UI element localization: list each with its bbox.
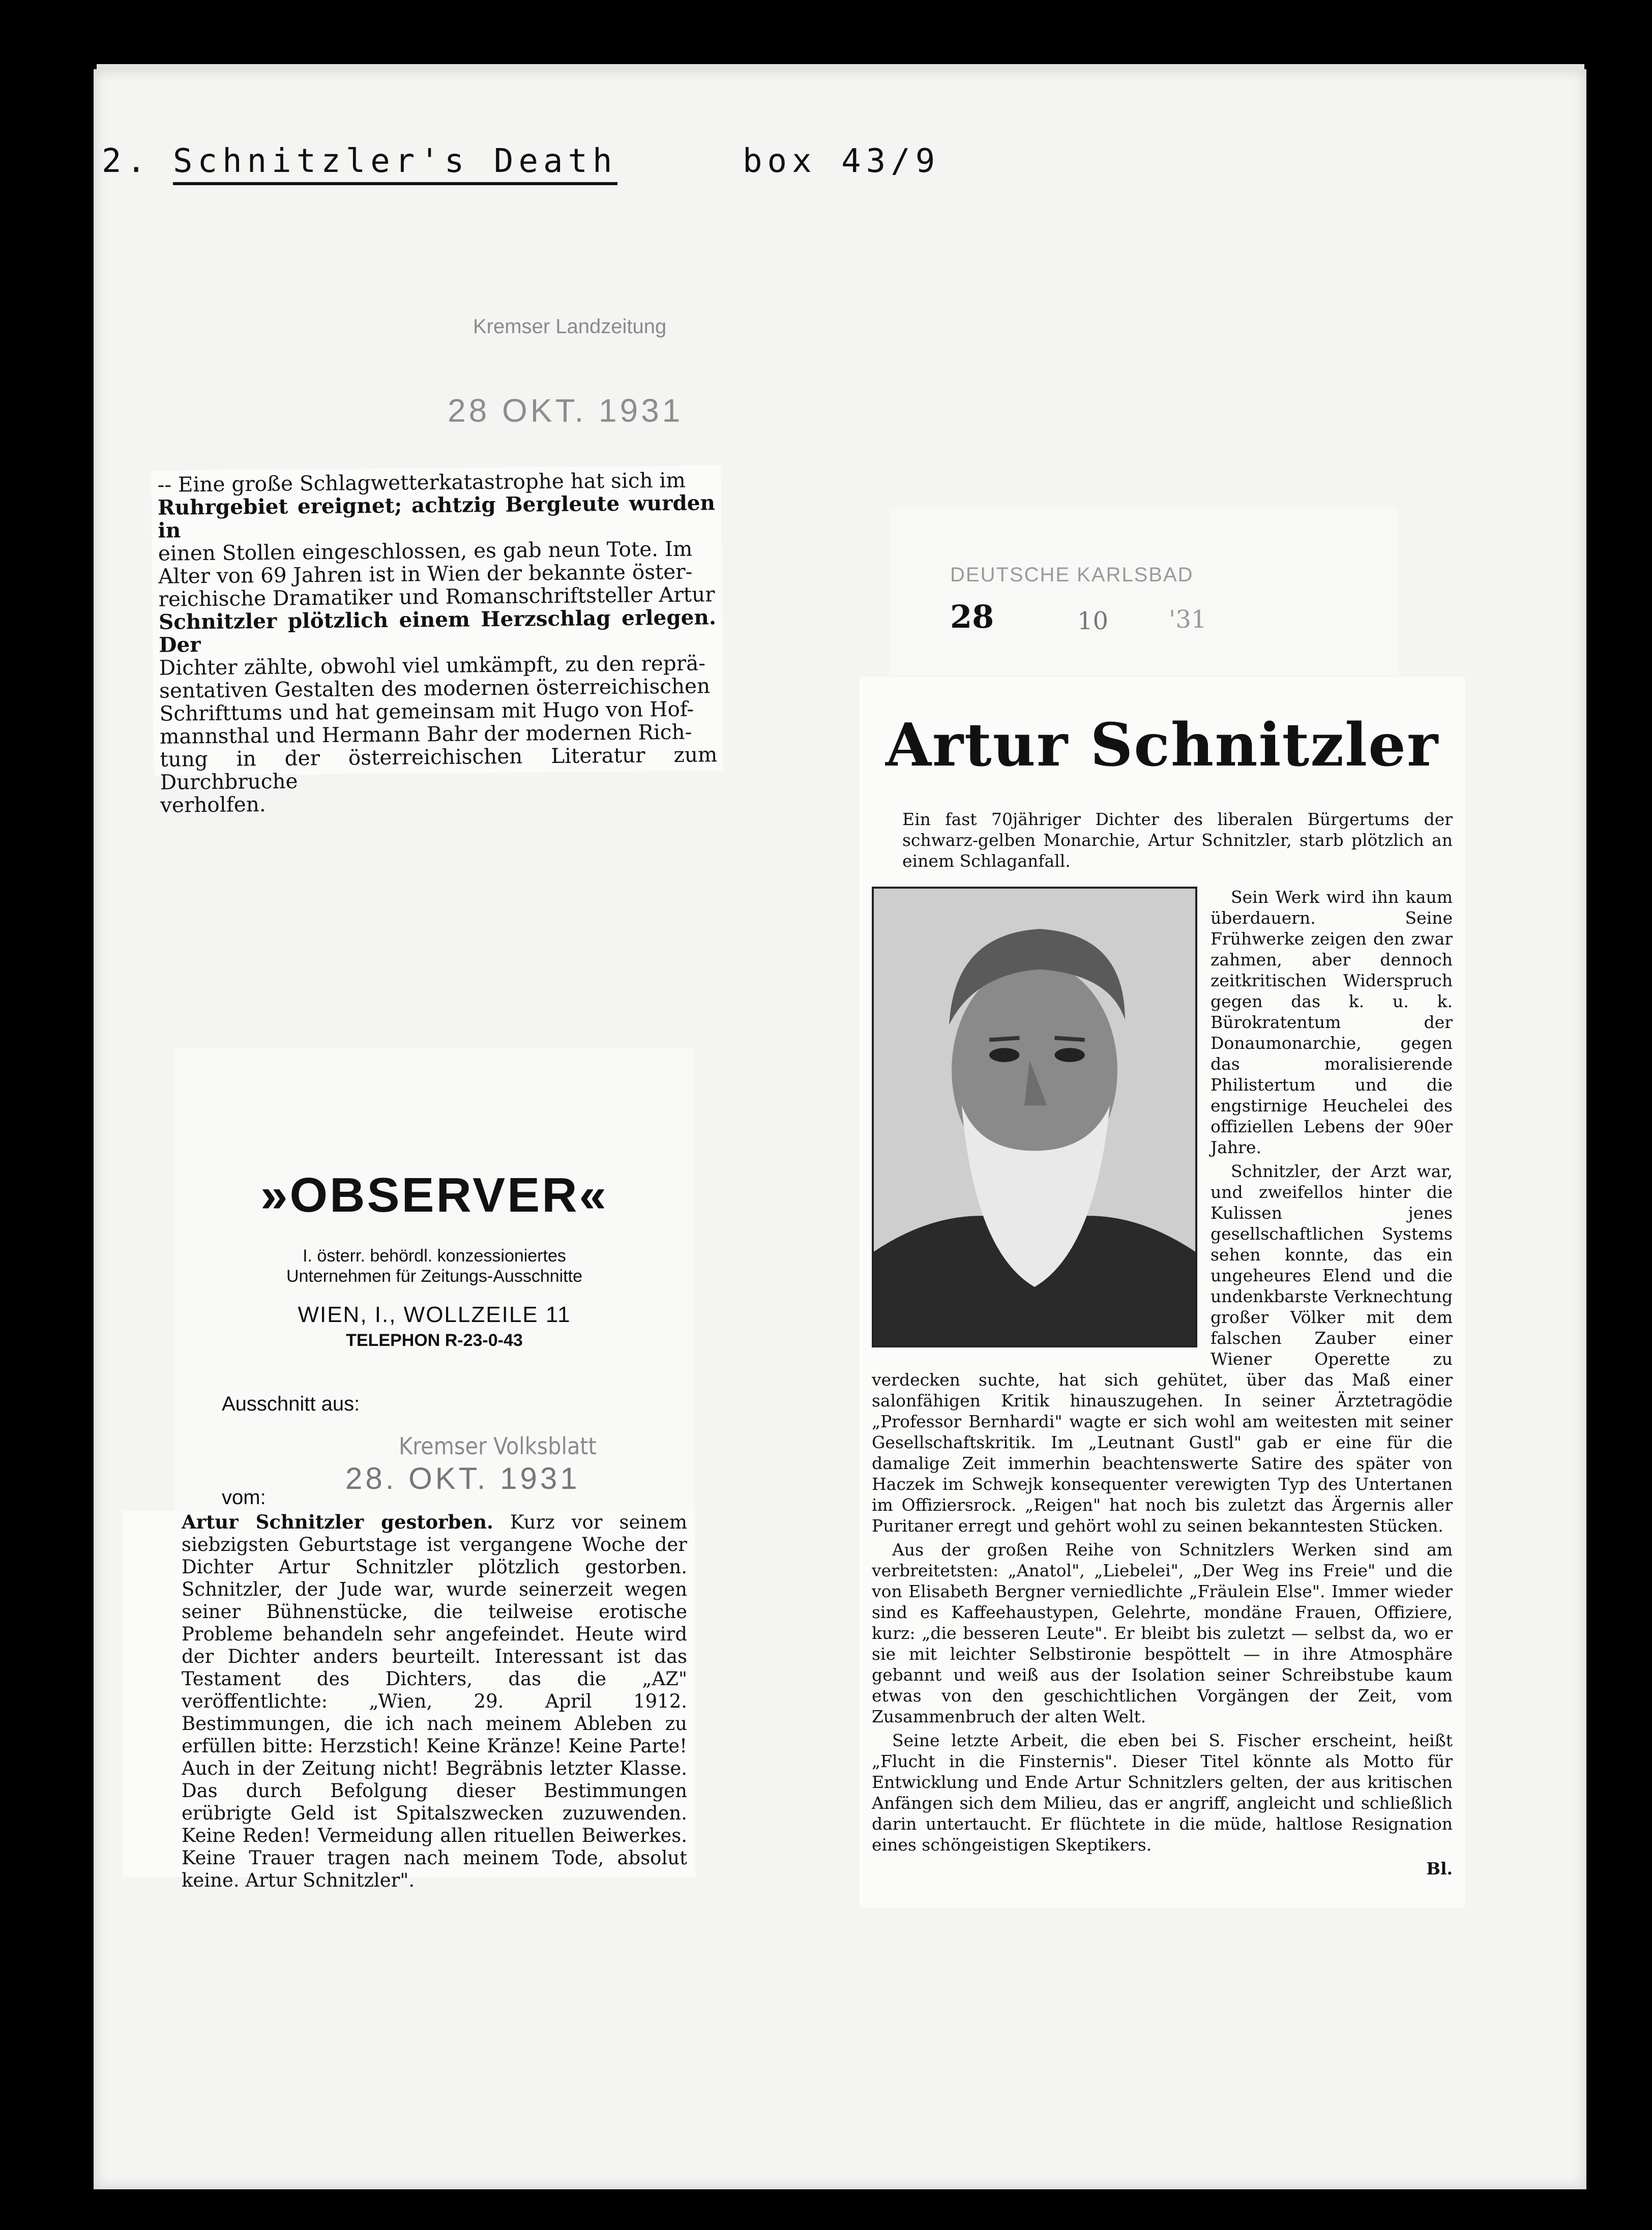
observer-tagline-2: Unternehmen für Zeitungs-Ausschnitte <box>286 1267 583 1286</box>
source-stamp-date: 28 OKT. 1931 <box>448 392 684 429</box>
stamp-publication: DEUTSCHE KARLSBAD <box>950 564 1194 586</box>
label-date: vom: <box>222 1486 266 1509</box>
article-paragraph: Seine letzte Arbeit, die eben bei S. Fischer erscheint, heißt „Flucht in die Finsternis". Dieser Titel könnte als Motto für Entwicklung und Ende Artur Schnitzlers gelten, der aus kritischen Anfängen sich dem Milieu, das er angriff, angleicht und schließlich darin untertaucht. Er flüchtete in die müde, haltlose Resignation eines schöngeistigen Skeptikers. <box>872 1730 1453 1855</box>
observer-logo: »OBSERVER« <box>260 1168 608 1222</box>
article-headline: Artur Schnitzler <box>885 711 1439 780</box>
stamp-month: 10 <box>1077 607 1109 635</box>
source-date-stamp: 28. OKT. 1931 <box>345 1461 580 1495</box>
clipping-line: Dichter zählte, obwohl viel umkämpft, zu den reprä- <box>159 651 706 680</box>
observer-phone: TELEPHON R-23-0-43 <box>346 1331 523 1350</box>
clipping-line: Schnitzler plötzlich einem Herzschlag erlegen. Der <box>158 605 717 657</box>
clipping-headline: Artur Schnitzler gestorben. <box>182 1511 493 1533</box>
folder-header <box>102 142 1068 188</box>
clipping-line: reichische Dramatiker und Romanschriftsteller Artur <box>158 582 715 611</box>
date-stamp-strip <box>889 508 1398 676</box>
article-lead: Ein fast 70jähriger Dichter des liberalen Bürgertums der schwarz-gelben Monarchie, Artur Schnitzler, starb plötzlich an einem Schlaganfall. <box>902 809 1453 871</box>
observer-slip <box>175 1048 694 1521</box>
observer-tagline-1: I. österr. behördl. konzessioniertes <box>303 1246 566 1266</box>
article-signature: Bl. <box>1426 1859 1453 1879</box>
clipping-line: -- Eine große Schlagwetterkatastrophe hat sich im <box>157 467 686 497</box>
folder-title: Schnitzler's Death <box>173 142 617 185</box>
clipping-kremser-volksblatt <box>123 1511 695 1891</box>
label-clipping-from: Ausschnitt aus: <box>222 1393 360 1415</box>
stamp-year: '31 <box>1169 605 1207 634</box>
clipping-line: verholfen. <box>160 791 266 817</box>
article-paragraph: Schnitzler, der Arzt war, und zweifellos hinter die Kulissen jenes gesellschaftlichen Systems sehen konnte, das ein ungeheures Elend und die undenkbarste Verknechtung großer Völker mit dem falschen Zauber einer Wiener Operette zu verdecken suchte, hat sich gehütet, über das Maß einer salonfähigen Kritik hinauszugehen. In seiner Ärztetragödie „Professor Bernhardi" wagte er sich wohl am weitesten mit seiner Gesellschaftskritik. Im „Leutnant Gustl" gab er eine für die damalige Zeit immerhin beachtenswerte Satire des später von Haczek im Schwejk konsequenter verewigten Typ des Untertanen im Offiziersrock. „Reigen" hat noch bis zuletzt das Ärgernis aller Puritaner erregt und gehört wohl zu seinen bekanntesten Stücken. <box>872 1161 1453 1536</box>
clipping-line: Ruhrgebiet ereignet; achtzig Bergleute wurden in <box>157 490 716 543</box>
stamp-day: 28 <box>950 598 994 635</box>
article-paragraph: Sein Werk wird ihn kaum überdauern. Seine Frühwerke zeigen den zwar zahmen, aber dennoch zeitkritischen Widerspruch gegen das k. u. k. Bürokratentum der Donaumonarchie, gegen das moralisierende Philistertum und die engstirnige Heuchelei des offiziellen Lebens der 90er Jahre. <box>1211 887 1453 1157</box>
observer-address: WIEN, I., WOLLZEILE 11 <box>298 1302 571 1327</box>
portrait-photo-icon <box>872 887 1197 1347</box>
clipping-line: Alter von 69 Jahren ist in Wien der bekannte öster- <box>158 559 693 589</box>
article-paragraph: Aus der großen Reihe von Schnitzlers Werken sind am verbreitetsten: „Anatol", „Liebelei", „Der Weg ins Freie" und die von Elisabeth Bergner verniedlichte „Fräulein Else". Immer wieder sind es Kaffeehaustypen, Gelehrte, mondäne Frauen, Offiziere, kurz: „die besseren Leute". Er bleibt bis zuletzt — selbst da, wo er sie mit leichter Selbstironie bespöttelt — in ihre Atmosphäre gebannt und weiß aus der Isolation seiner Schreibstube kaum etwas von den geschichtlichen Vorgängen der Zeit, vom Zusammenbruch der alten Welt. <box>872 1540 1453 1726</box>
source-stamp-name: Kremser Landzeitung <box>473 315 667 338</box>
clipping-artur-schnitzler <box>860 677 1465 1908</box>
clipping-line: mannsthal und Hermann Bahr der modernen Rich- <box>159 719 692 749</box>
box-label: box 43/9 <box>743 142 940 180</box>
clipping-kremser-landzeitung <box>151 465 723 817</box>
source-newspaper-stamp: Kremser Volksblatt <box>399 1432 597 1460</box>
clipping-line: tung in der österreichischen Literatur zum Durchbruche <box>160 742 718 795</box>
clipping-text <box>157 468 718 817</box>
folder-number: 2. <box>102 142 152 180</box>
clipping-line: Schrifttums und hat gemeinsam mit Hugo von Hof- <box>159 696 694 726</box>
clipping-line: sentativen Gestalten des modernen österreichischen <box>159 673 711 703</box>
clipping-line: einen Stollen eingeschlossen, es gab neun Tote. Im <box>158 536 693 566</box>
clipping-body: Kurz vor seinem siebzigsten Geburtstage ist vergangene Woche der Dichter Artur Schnitzler plötzlich gestorben. Schnitzler, der Jude war, wurde seinerzeit wegen seiner Bühnenstücke, die teilweise erotische Probleme behandeln sehr angefeindet. Heute wird der Dichter anders beurteilt. Interessant ist das Testament des Dichters, das die „AZ" veröffentlichte: „Wien, 29. April 1912. Bestimmungen, die ich nach meinem Ableben zu erfüllen bitte: Herzstich! Keine Kränze! Keine Parte! Auch in der Zeitung nicht! Begräbnis letzter Klasse. Das durch Befolgung dieser Bestimmungen erübrigte Geld ist Spitalszwecken zuzuwenden. Keine Reden! Vermeidung allen rituellen Beiwerkes. Keine Trauer tragen nach meinem Tode, absolut keine. Artur Schnitzler". <box>182 1511 687 1891</box>
